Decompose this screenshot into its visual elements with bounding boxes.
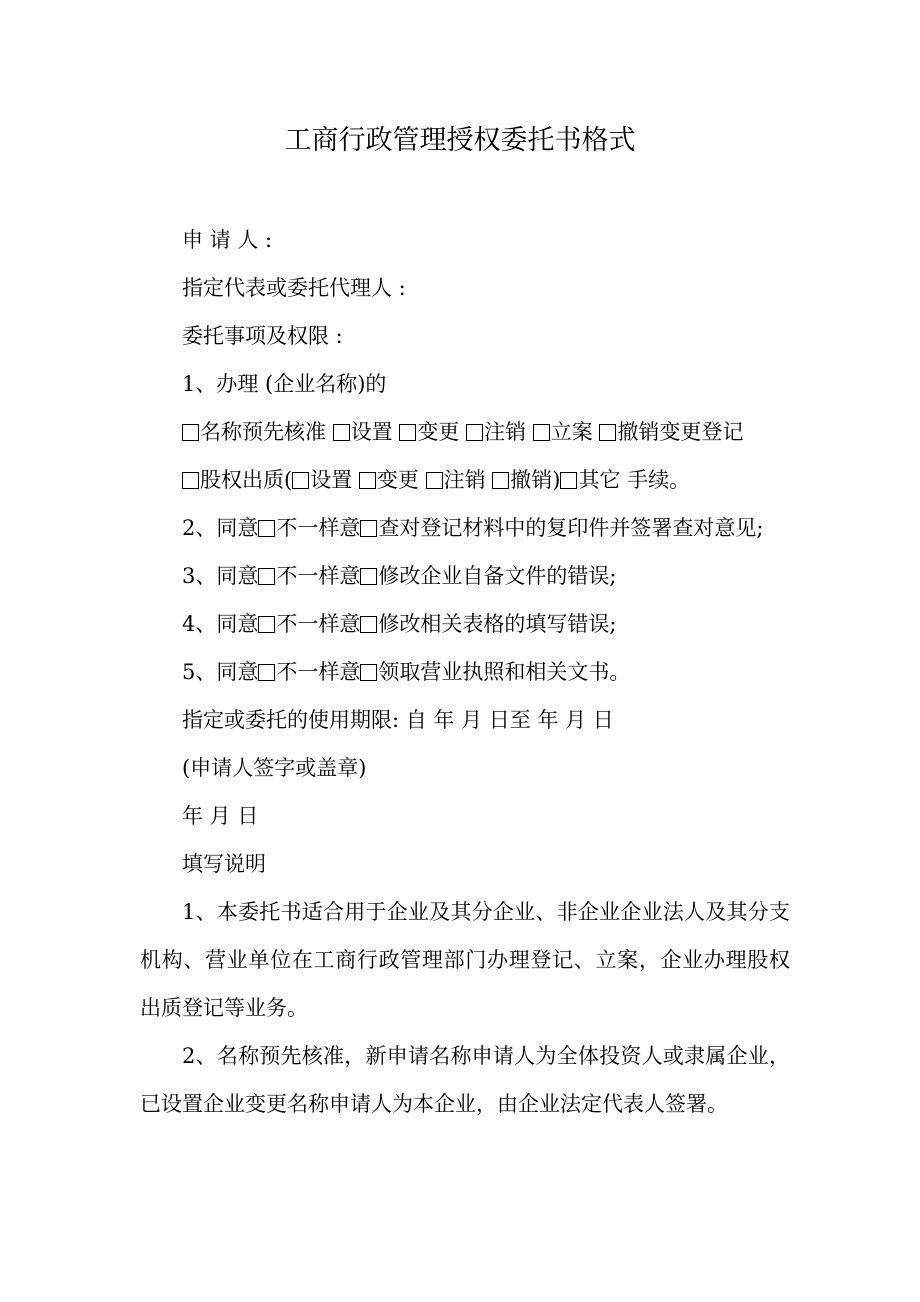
checkbox-name-precheck[interactable]	[182, 424, 199, 441]
note-1: 1、本委托书适合用于企业及其分企业、非企业企业法人及其分支机构、营业单位在工商行政管理部门办理登记、立案，企业办理股权出质登记等业务。	[140, 900, 790, 1020]
notes-heading: 填写说明	[182, 852, 266, 876]
checkbox-pledge-establish[interactable]	[292, 472, 309, 489]
checkbox-agree[interactable]	[258, 520, 275, 537]
checkbox-pledge-revoke[interactable]	[492, 472, 509, 489]
option-label: 变更	[417, 420, 460, 444]
item-suffix: 修改相关表格的填写错误;	[378, 612, 617, 636]
option-label: 变更	[376, 468, 419, 492]
item-mid: 不一样意	[276, 516, 361, 540]
date-line: 年 月 日	[182, 804, 259, 828]
period-line: 指定或委托的使用期限: 自 年 月 日至 年 月 日	[182, 708, 614, 732]
signature-line: (申请人签字或盖章)	[182, 756, 367, 780]
checkbox-agree[interactable]	[258, 616, 275, 633]
option-label: 立案	[550, 420, 593, 444]
checkbox-disagree[interactable]	[360, 664, 377, 681]
item-prefix: 2、同意	[182, 516, 259, 540]
option-label: 设置	[350, 420, 393, 444]
matters-line: 委托事项及权限 :	[182, 324, 343, 348]
item-2-line	[140, 504, 790, 552]
item-suffix: 查对登记材料中的复印件并签署查对意见;	[378, 516, 764, 540]
document-body	[140, 216, 790, 1128]
checkbox-cancel[interactable]	[466, 424, 483, 441]
item-1-options-row-2	[140, 456, 790, 504]
option-label: 其它 手续。	[578, 468, 691, 492]
item-prefix: 3、同意	[182, 564, 259, 588]
note-2: 2、名称预先核准，新申请名称申请人为全体投资人或隶属企业，已设置企业变更名称申请人为本企业，由企业法定代表人签署。	[140, 1044, 790, 1116]
document-title: 工商行政管理授权委托书格式	[284, 125, 636, 156]
item-prefix: 4、同意	[182, 612, 259, 636]
item-mid: 不一样意	[276, 660, 361, 684]
option-label: 注销	[443, 468, 486, 492]
checkbox-disagree[interactable]	[360, 616, 377, 633]
item-mid: 不一样意	[276, 612, 361, 636]
option-label: 注销	[484, 420, 527, 444]
item-mid: 不一样意	[276, 564, 361, 588]
checkbox-establish[interactable]	[333, 424, 350, 441]
option-label: 设置	[310, 468, 353, 492]
option-label-wrap: 记	[722, 420, 744, 444]
item-4-line	[140, 600, 790, 648]
option-label: 撤销)	[510, 468, 561, 492]
item-1-options-row-1	[140, 408, 790, 456]
checkbox-agree[interactable]	[258, 568, 275, 585]
checkbox-pledge-change[interactable]	[359, 472, 376, 489]
checkbox-agree[interactable]	[258, 664, 275, 681]
item-5-line	[140, 648, 790, 696]
item-1-line: 1、办理 (企业名称)的	[182, 372, 387, 396]
checkbox-disagree[interactable]	[360, 568, 377, 585]
checkbox-revoke-change[interactable]	[599, 424, 616, 441]
checkbox-pledge-cancel[interactable]	[426, 472, 443, 489]
checkbox-disagree[interactable]	[360, 520, 377, 537]
option-label: 撤销变更登	[617, 420, 723, 444]
applicant-line: 申 请 人 :	[182, 228, 273, 252]
checkbox-file[interactable]	[533, 424, 550, 441]
option-label: 名称预先核准	[200, 420, 326, 444]
checkbox-equity-pledge[interactable]	[182, 472, 199, 489]
item-3-line	[140, 552, 790, 600]
item-prefix: 5、同意	[182, 660, 259, 684]
checkbox-other[interactable]	[560, 472, 577, 489]
item-suffix: 领取营业执照和相关文书。	[378, 660, 631, 684]
representative-line: 指定代表或委托代理人 :	[182, 276, 406, 300]
checkbox-change[interactable]	[399, 424, 416, 441]
item-suffix: 修改企业自备文件的错误;	[378, 564, 617, 588]
option-label: 股权出质(	[200, 468, 293, 492]
